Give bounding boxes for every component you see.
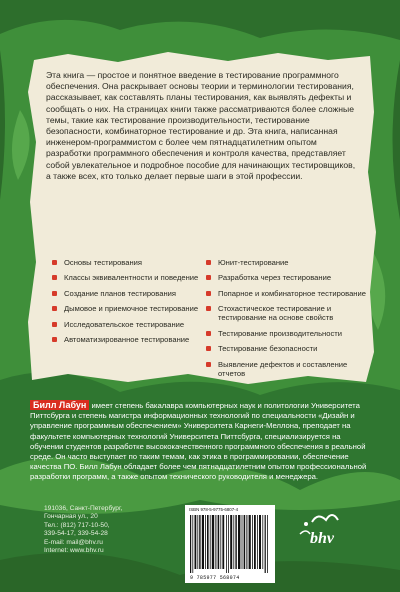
bullet-icon [52,322,57,327]
author-bio-text: имеет степень бакалавра компьютерных наук и политологии Университета Питтсбурга и степень магистра информационных технологий по специальности «Дизайн и управление программным обеспечением» Университета Карнеги-Меллона, преподает на факультете компьютерных технологий Университета Питтсбурга, специализируется на обучении студентов разработке высококачественного программного обеспечения в реальной среде. Он часто выступает по таким темам, как этика в программировании, обеспечение качества ПО. Билл Лабун обладает более чем пятнадцатилетним опытом профессиональной разработки программ, а также опытом технического руководителя и менеджера. [30,401,367,482]
isbn-barcode-block [185,505,275,583]
bullet-icon [52,337,57,342]
list-item: Создание планов тестирования [52,289,200,298]
list-item: Классы эквивалентности и поведение [52,273,200,282]
list-item: Исследовательское тестирование [52,320,200,329]
list-item: Выявление дефектов и составление отчетов [206,360,368,378]
bullet-icon [52,291,57,296]
publisher-logo [290,508,360,564]
list-item: Автоматизированное тестирование [52,335,200,344]
bullet-icon [206,331,211,336]
bullet-icon [206,291,211,296]
bullet-icon [206,306,211,311]
list-item: Разработка через тестирование [206,273,368,282]
bullet-icon [52,260,57,265]
author-bio [30,400,374,483]
list-item: Дымовое и приемочное тестирование [52,304,200,313]
bullet-icon [206,260,211,265]
list-item: Основы тестирования [52,258,200,267]
bullet-icon [52,306,57,311]
bullet-icon [206,346,211,351]
publisher-logo-text: bhv [310,530,334,547]
list-item: Тестирование безопасности [206,344,368,353]
publisher-address: 191036, Санкт-Петербург, Гончарная ул., 20 Тел.: (812) 717-10-50, 339-54-17, 339-54-28 E-mail: mail@bhv.ru Internet: www.bhv.ru [44,505,123,555]
list-item: Тестирование производительности [206,329,368,338]
topics-list-right [206,258,368,384]
author-name: Билл Лабун [30,400,89,410]
bullet-icon [52,275,57,280]
list-item: Стохастическое тестирование и тестирование на основе свойств [206,304,368,322]
barcode-number: 9 785977 568074 [190,575,240,581]
barcode-icon [190,515,270,573]
book-description: Эта книга — простое и понятное введение в тестирование программного обеспечения. Она раскрывает основы теории и терминологии тестирования, рассказывает, как составлять планы тестирования, как выявлять дефекты и сообщать о них. На страницах книги также рассматриваются более сложные темы, такие как тестирование производительности, тестирование безопасности, комбинаторное тестирование и др. Эта книга, написанная инженером-программистом с более чем пятнадцатилетним опытом разработки программного обеспечения и контроля качества, представляет собой увлекательное и подробное пособие для начинающих тестировщиков, а также всех, кто только делает первые шаги в этой профессии. [46,70,356,181]
isbn-text: ISBN 978-5-9775-6807-4 [189,507,239,512]
topics-list-left [52,258,200,350]
bullet-icon [206,275,211,280]
bullet-icon [206,362,211,367]
list-item: Попарное и комбинаторное тестирование [206,289,368,298]
list-item: Юнит-тестирование [206,258,368,267]
